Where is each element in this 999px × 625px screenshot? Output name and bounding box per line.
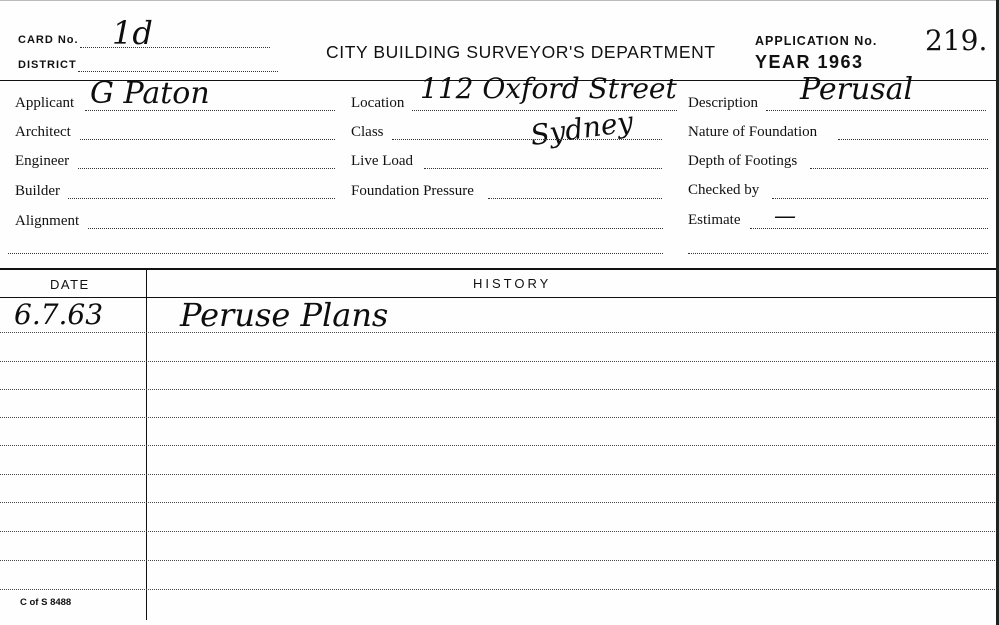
page-title: CITY BUILDING SURVEYOR'S DEPARTMENT [326, 42, 716, 62]
district-line [78, 71, 278, 72]
card-no-line [80, 47, 270, 48]
location-label: Location [351, 95, 405, 111]
application-label: APPLICATION No. [755, 34, 878, 48]
location-line [412, 110, 677, 111]
ruled-line [0, 502, 999, 503]
applicant-label: Applicant [15, 95, 75, 111]
description-label: Description [688, 95, 758, 111]
class-line [392, 139, 662, 140]
description-value: Perusal [800, 72, 914, 107]
location-value-line1: 112 Oxford Street [420, 72, 677, 105]
ruled-line [0, 332, 999, 333]
history-entry-text: Peruse Plans [180, 296, 389, 334]
architect-line [80, 139, 335, 140]
depth-of-footings-line [810, 168, 988, 169]
ruled-line [0, 445, 999, 446]
estimate-label: Estimate [688, 212, 741, 228]
card-no-value: 1d [112, 14, 153, 52]
history-header: HISTORY [473, 276, 552, 291]
ruled-line [0, 589, 999, 590]
live-load-line [424, 168, 662, 169]
ruled-line [0, 361, 999, 362]
ruled-line [0, 389, 999, 390]
history-entry-date: 6.7.63 [14, 298, 104, 331]
date-header: DATE [50, 277, 90, 292]
foundation-pressure-line [488, 198, 662, 199]
extra-line-right [688, 253, 988, 254]
nature-of-foundation-label: Nature of Foundation [688, 124, 818, 140]
ruled-line [0, 417, 999, 418]
depth-of-footings-label: Depth of Footings [688, 153, 798, 169]
ruled-line [0, 531, 999, 532]
extra-line-left [8, 253, 663, 254]
ruled-line [0, 474, 999, 475]
engineer-label: Engineer [15, 153, 70, 169]
district-label: DISTRICT [18, 59, 77, 71]
description-line [766, 110, 986, 111]
form-code: C of S 8488 [20, 597, 72, 608]
checked-by-line [772, 198, 988, 199]
year-label: YEAR 1963 [755, 52, 864, 72]
card-no-label: CARD No. [18, 34, 79, 46]
estimate-value: — [774, 204, 796, 229]
ruled-line [0, 560, 999, 561]
applicant-value: G Paton [90, 76, 210, 111]
nature-of-foundation-line [838, 139, 988, 140]
architect-label: Architect [15, 124, 71, 140]
location-value-line2: Sydney [528, 104, 636, 153]
top-border [0, 0, 999, 1]
engineer-line [78, 168, 335, 169]
builder-line [68, 198, 335, 199]
builder-label: Builder [15, 183, 60, 199]
alignment-line [88, 228, 663, 229]
history-header-rule [0, 297, 999, 298]
class-label: Class [351, 124, 384, 140]
live-load-label: Live Load [351, 153, 414, 169]
application-number: 219. [925, 24, 988, 57]
checked-by-label: Checked by [688, 182, 760, 198]
foundation-pressure-label: Foundation Pressure [351, 183, 474, 199]
alignment-label: Alignment [15, 213, 80, 229]
history-top-rule [0, 268, 999, 270]
